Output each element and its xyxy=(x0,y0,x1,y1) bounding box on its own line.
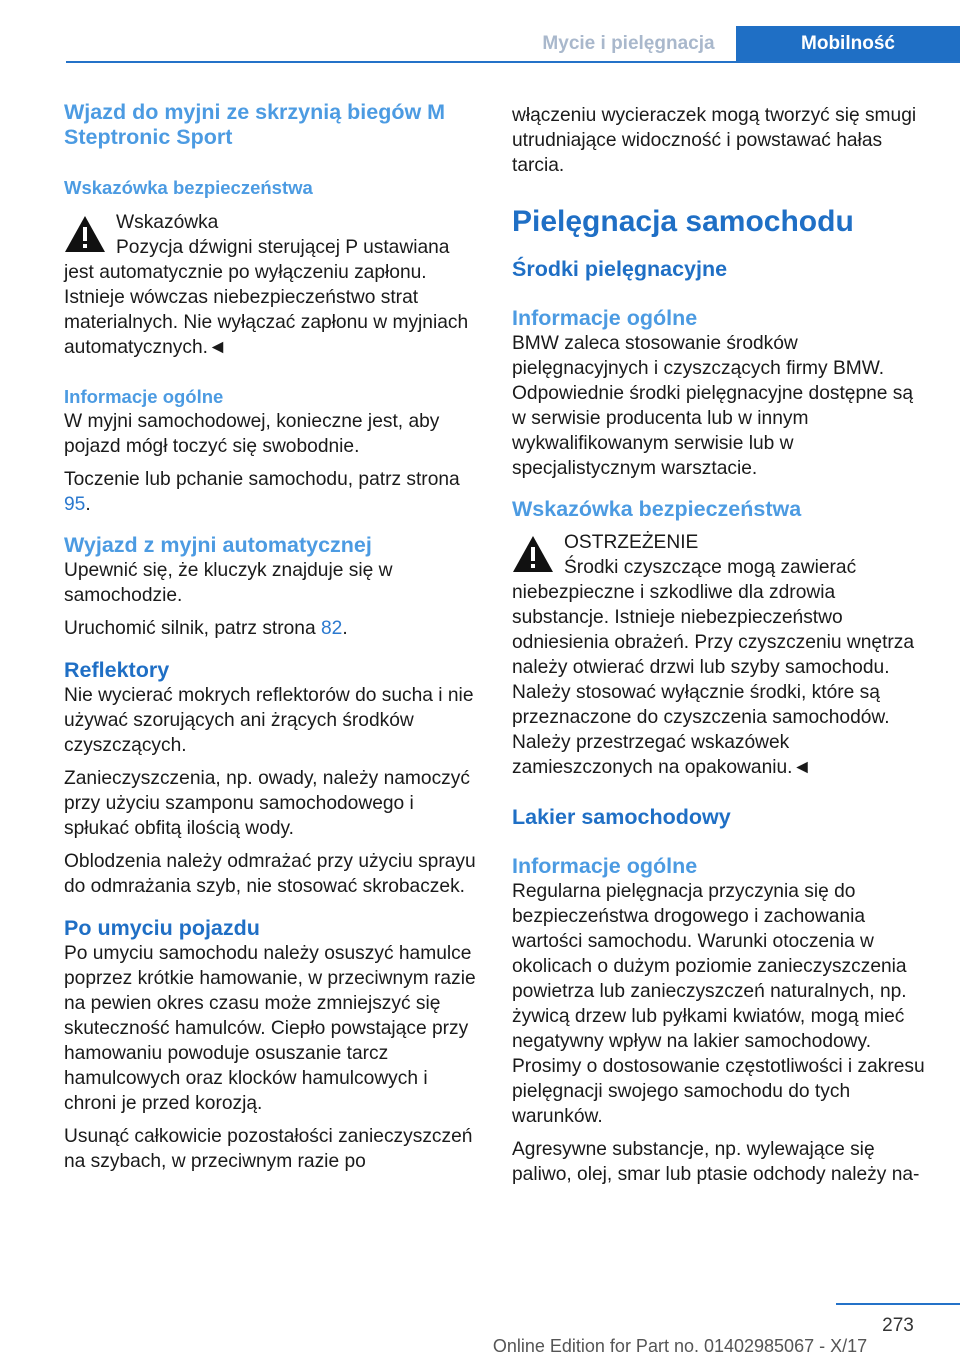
warning-title: OSTRZEŻENIE xyxy=(564,532,699,553)
page-link[interactable]: 82 xyxy=(320,618,343,639)
header-rule xyxy=(66,61,960,63)
paragraph: Upewnić się, że kluczyk znajduje się w samochodzie. xyxy=(64,560,393,606)
page-link[interactable]: 95 xyxy=(64,494,86,515)
page-header xyxy=(0,0,960,62)
heading-wskazowka: Wskazówka bezpieczeństwa xyxy=(64,177,313,198)
heading-srodki: Środki pielęgnacyjne xyxy=(512,257,728,281)
paragraph: Oblodzenia należy odmrażać przy użyciu sprayu do odmrażania szyb, nie stosować skrobaczek. xyxy=(64,851,476,897)
left-column xyxy=(64,100,482,1182)
paragraph: Nie wycierać mokrych reflektorów do sucha i nie używać szorujących ani żrących środków czyszczących. xyxy=(64,685,474,756)
paragraph: BMW zaleca stosowanie środków pielęgnacyjnych i czyszczących firmy BMW. Odpowiednie środki pielęgnacyjne dostępne są w serwisie producenta lub w innym wykwalifikowanym serwisie lub w specjalistycznym warsztacie. xyxy=(512,333,914,479)
heading-wyjazd: Wyjazd z myjni automatycznej xyxy=(64,533,372,557)
paragraph: Agresywne substancje, np. wylewające się paliwo, olej, smar lub ptasie odchody należy na- xyxy=(512,1139,920,1185)
paragraph: Usunąć całkowicie pozostałości zanieczyszczeń na szybach, w przeciwnym razie po xyxy=(64,1126,473,1172)
heading-info: Informacje ogólne xyxy=(64,386,224,407)
paragraph: W myjni samochodowej, konieczne jest, aby pojazd mógł toczyć się swobodnie. xyxy=(64,411,440,457)
paragraph: Toczenie lub pchanie samochodu, patrz strona 95. xyxy=(64,469,460,515)
heading-info: Informacje ogólne xyxy=(512,854,698,878)
paragraph: włączeniu wycieraczek mogą tworzyć się smugi utrudniające widoczność i powstawać hałas tarcia. xyxy=(512,105,917,176)
heading-po-umyciu: Po umyciu pojazdu xyxy=(64,916,260,940)
right-column xyxy=(512,103,932,1195)
footer-rule xyxy=(836,1303,960,1305)
paragraph: Zanieczyszczenia, np. owady, należy namoczyć przy użyciu szamponu samochodowego i spłukać obfitą ilością wody. xyxy=(64,768,470,839)
warning-title: Wskazówka xyxy=(116,212,219,233)
warning-icon xyxy=(64,214,106,254)
header-section: Mycie i pielęgnacja xyxy=(542,33,715,54)
paragraph: Uruchomić silnik, patrz strona 82. xyxy=(64,618,348,639)
heading-wskazowka: Wskazówka bezpieczeństwa xyxy=(512,497,802,521)
paragraph: Po umyciu samochodu należy osuszyć hamulce poprzez krótkie hamowanie, w przeciwnym razie na pewien okres czasu może zmniejszyć się skuteczność hamulców. Ciepło powstające przy hamowaniu powoduje osuszanie tarcz hamulcowych oraz klocków hamulcowych i chroni je przed korozją. xyxy=(64,943,476,1114)
warning-icon xyxy=(512,534,554,574)
paragraph: Regularna pielęgnacja przyczynia się do bezpieczeństwa drogowego i zachowania wartości samochodu. Warunki otoczenia w okolicach o dużym poziomie zanieczyszczenia powietrza lub zanieczyszczeń naturalnych, np. żywicą drzew lub pyłkami kwiatów, mogą mieć negatywny wpływ na lakier samochodowy. Prosimy o dostosowanie częstotliwości i zakresu pielęgnacji swojego samochodu do tych warunków. xyxy=(512,881,925,1127)
heading-wjazd: Wjazd do myjni ze skrzynią biegów M Steptronic Sport xyxy=(64,100,446,149)
warning-block-2 xyxy=(512,530,932,780)
heading-info: Informacje ogólne xyxy=(512,306,698,330)
warning-body: Środki czyszczące mogą zawierać niebezpieczne i szkodliwe dla zdrowia substancje. Istnieje niebezpieczeństwo odniesienia obrażeń. Przy czyszczeniu wnętrza należy otwierać drzwi lub szyby samochodu. Należy stosować wyłącznie środki, które są przeznaczone do czyszczenia samochodów. Należy przestrzegać wskazówek zamieszczonych na opakowaniu.◄ xyxy=(512,557,915,778)
heading-pielegnacja: Pielęgnacja samochodu xyxy=(512,205,854,238)
edition-note: Online Edition for Part no. 01402985067 - X/17 xyxy=(492,1336,868,1356)
heading-reflektory: Reflektory xyxy=(64,658,170,682)
warning-block-1 xyxy=(64,210,482,360)
header-chapter: Mobilność xyxy=(736,26,960,62)
heading-lakier: Lakier samochodowy xyxy=(512,805,731,829)
page-number: 273 xyxy=(882,1315,914,1336)
warning-body: Pozycja dźwigni sterującej P ustawiana jest automatycznie po wyłączeniu zapłonu. Istnieje wówczas niebezpieczeństwo strat materialnych. Nie wyłączać zapłonu w myjniach automatycznych.◄ xyxy=(64,237,469,358)
